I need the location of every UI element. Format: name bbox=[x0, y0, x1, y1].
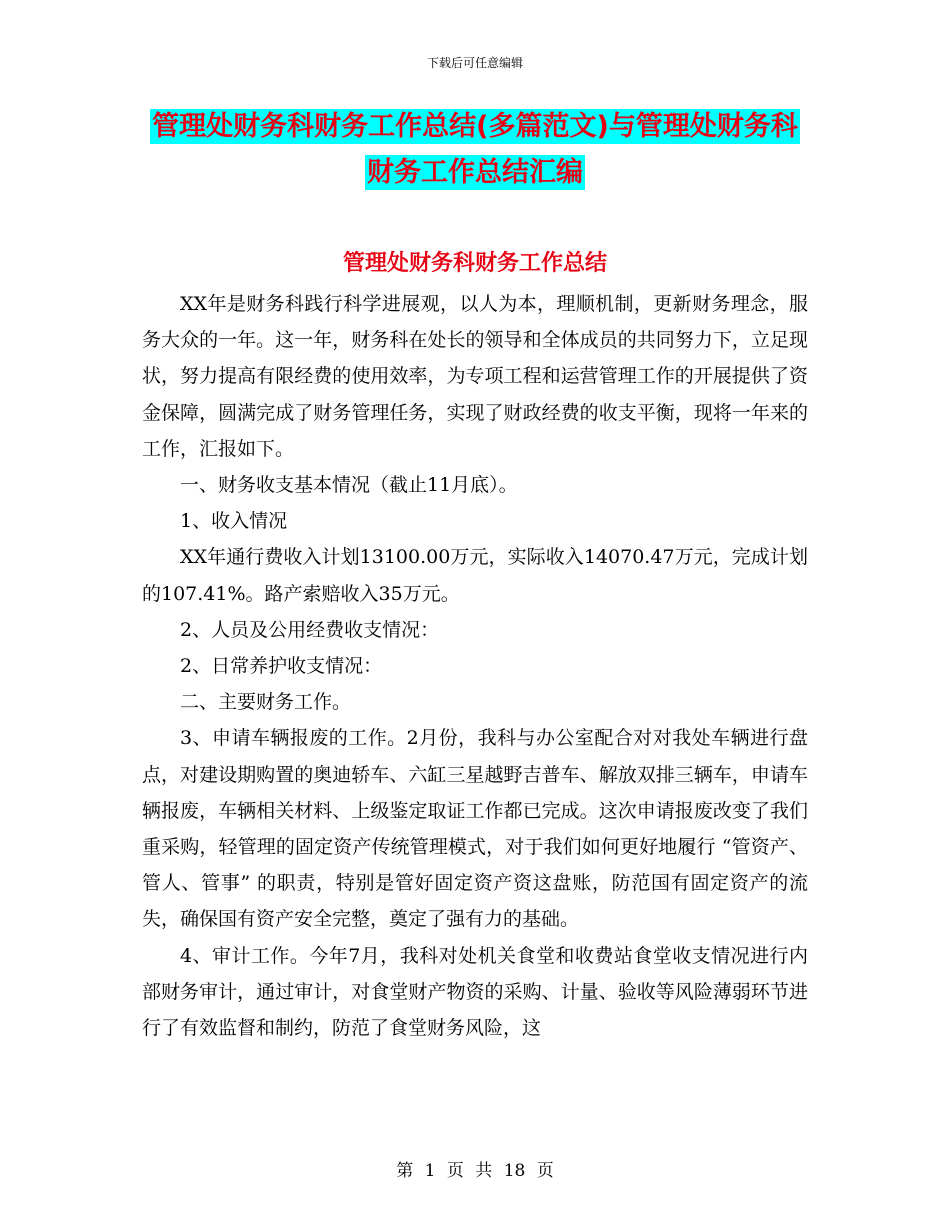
paragraph: 一、财务收支基本情况（截止11月底）。 bbox=[180, 474, 518, 497]
paragraph: XX年通行费收入计划13100.00万元，实际收入14070.47万元，完成计划的107.41%。路产索赔收入35万元。 bbox=[142, 546, 808, 605]
paragraph: XX年是财务科践行科学进展观，以人为本，理顺机制，更新财务理念，服务大众的一年。这一年，财务科在处长的领导和全体成员的共同努力下，立足现状，努力提高有限经费的使用效率，为专项工程和运营管理工作的开展提供了资金保障，圆满完成了财务管理任务，实现了财政经费的收支平衡，现将一年来的工作，汇报如下。 bbox=[142, 293, 808, 460]
paragraph: 2、日常养护收支情况： bbox=[180, 655, 383, 678]
paragraph: 4、审计工作。今年7月，我科对处机关食堂和收费站食堂收支情况进行内部财务审计，通过审计，对食堂财产物资的采购、计量、验收等风险薄弱环节进行了有效监督和制约，防范了食堂财务风险，这 bbox=[142, 944, 808, 1040]
paragraph: 2、人员及公用经费收支情况： bbox=[180, 618, 440, 641]
main-title-text: 管理处财务科财务工作总结(多篇范文)与管理处财务科财务工作总结汇编 bbox=[152, 111, 798, 188]
header-note: 下载后可任意编辑 bbox=[426, 56, 523, 70]
paragraph: 二、主要财务工作。 bbox=[180, 691, 352, 714]
section-title: 管理处财务科财务工作总结 bbox=[342, 251, 607, 276]
paragraph: 3、申请车辆报废的工作。2月份，我科与办公室配合对对我处车辆进行盘点，对建设期购置的奥迪轿车、六缸三星越野吉普车、解放双排三辆车，申请车辆报废，车辆相关材料、上级鉴定取证工作都已完成。这次申请报废改变了我们重采购，轻管理的固定资产传统管理模式，对于我们如何更好地履行 “管资产、管人、管事” 的职责，特别是管好固定资产资这盘账，防范国有固定资产的流失，确保国有资产安全完整，奠定了强有力的基础。 bbox=[142, 727, 808, 931]
body-text bbox=[142, 286, 808, 1046]
page-footer: 第 1 页 共 18 页 bbox=[396, 1161, 554, 1181]
paragraph: 1、收入情况 bbox=[180, 510, 288, 533]
main-title bbox=[140, 104, 810, 196]
